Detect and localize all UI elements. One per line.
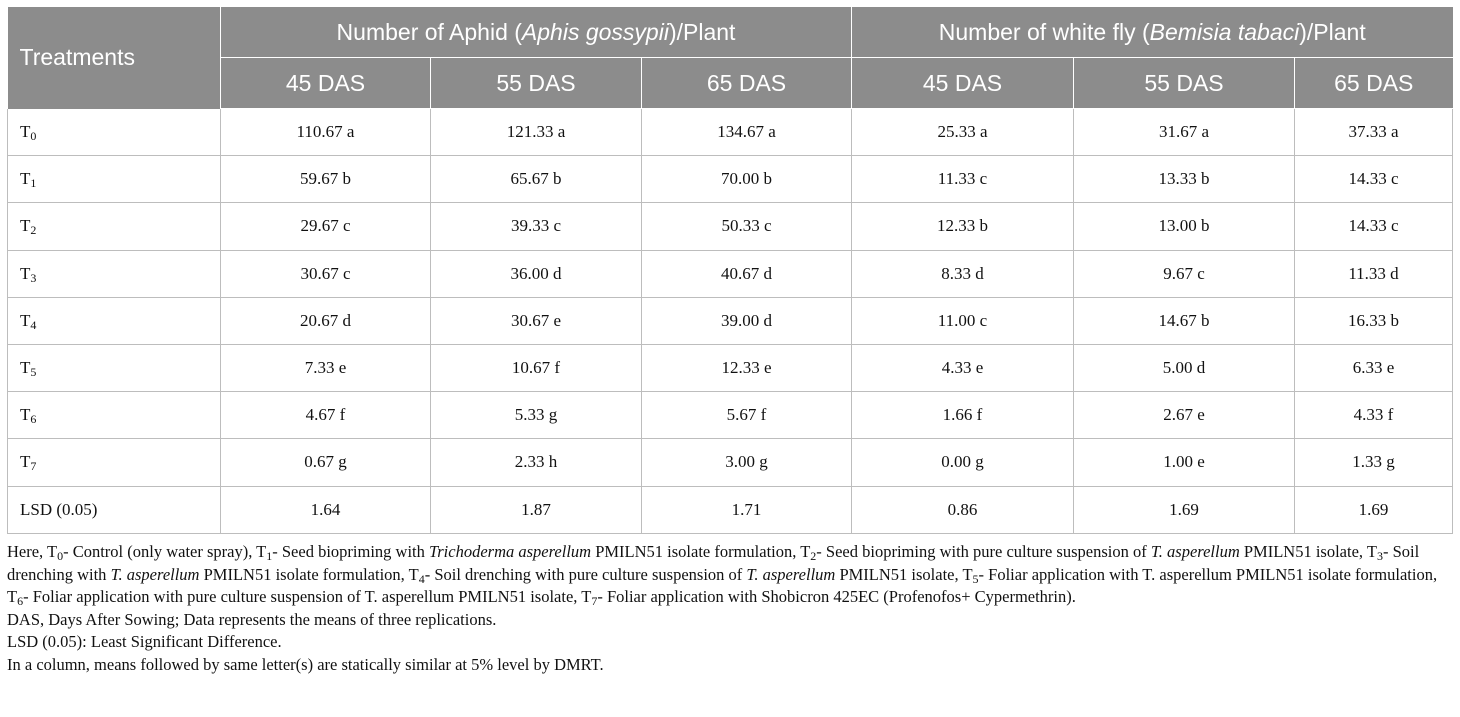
treatment-cell: $T_6$ [8, 392, 221, 439]
value-cell: 10.67 f [431, 344, 642, 391]
value-cell: 1.71 [642, 486, 852, 533]
value-cell: 36.00 d [431, 250, 642, 297]
aphid-whitefly-table [7, 7, 1453, 534]
header-aphid: Number of Aphid (Aphis gossypii)/Plant [221, 7, 852, 58]
footnote-das: DAS, Days After Sowing; Data represents the means of three replications. [7, 609, 497, 629]
header-row-1 [8, 7, 1453, 58]
value-cell: 134.67 a [642, 109, 852, 156]
value-cell: 65.67 b [431, 156, 642, 203]
footnote-treatments: Here, $T_0-$ Control (only water spray), $T_1-$ Seed biopriming with Trichoderma asperellum PMILN51 isolate formulation, $T_2-$ Seed biopriming with pure culture suspension of T. asperellum PMILN51 isolate, $T_3-$ Soil drenching with T. asperellum PMILN51 isolate formulation, $T_4-$ Soil drenching with pure culture suspension of T. asperellum PMILN51 isolate, $T_5-$ Foliar application with T. asperellum PMILN51 isolate formulation, $T_6-$ Foliar application with pure culture suspension of T. asperellum PMILN51 isolate, $T_7-$ Foliar application with Shobicron 425EC (Profenofos+ Cypermethrin). [7, 542, 1438, 608]
table-row [8, 109, 1453, 156]
value-cell: 14.33 c [1295, 156, 1453, 203]
value-cell: 1.69 [1295, 486, 1453, 533]
treatment-cell: $T_0$ [8, 109, 221, 156]
table-row [8, 250, 1453, 297]
value-cell: 30.67 c [221, 250, 431, 297]
table-row [8, 203, 1453, 250]
value-cell: 20.67 d [221, 297, 431, 344]
value-cell: 39.00 d [642, 297, 852, 344]
header-treatments: Treatments [8, 7, 221, 109]
value-cell: 11.00 c [852, 297, 1074, 344]
value-cell: 5.33 g [431, 392, 642, 439]
value-cell: 1.69 [1074, 486, 1295, 533]
table-row [8, 439, 1453, 486]
value-cell: 70.00 b [642, 156, 852, 203]
value-cell: 0.67 g [221, 439, 431, 486]
header-row-2 [8, 58, 1453, 109]
treatment-cell: $T_3$ [8, 250, 221, 297]
lsd-row [8, 486, 1453, 533]
treatment-cell: $T_5$ [8, 344, 221, 391]
value-cell: 4.33 f [1295, 392, 1453, 439]
table-row [8, 297, 1453, 344]
value-cell: 59.67 b [221, 156, 431, 203]
header-das: 55 DAS [431, 58, 642, 109]
value-cell: 12.33 b [852, 203, 1074, 250]
value-cell: 30.67 e [431, 297, 642, 344]
table-footnotes [7, 541, 1452, 676]
value-cell: 14.67 b [1074, 297, 1295, 344]
data-table-container [7, 7, 1452, 534]
value-cell: 4.33 e [852, 344, 1074, 391]
value-cell: 14.33 c [1295, 203, 1453, 250]
table-row [8, 344, 1453, 391]
value-cell: 11.33 c [852, 156, 1074, 203]
header-whitefly: Number of white fly (Bemisia tabaci)/Plant [852, 7, 1453, 58]
value-cell: 110.67 a [221, 109, 431, 156]
value-cell: 1.33 g [1295, 439, 1453, 486]
value-cell: 9.67 c [1074, 250, 1295, 297]
value-cell: 50.33 c [642, 203, 852, 250]
value-cell: 8.33 d [852, 250, 1074, 297]
value-cell: 39.33 c [431, 203, 642, 250]
treatment-cell: $T_4$ [8, 297, 221, 344]
value-cell: 6.33 e [1295, 344, 1453, 391]
value-cell: 7.33 e [221, 344, 431, 391]
value-cell: 11.33 d [1295, 250, 1453, 297]
treatment-cell: LSD (0.05) [8, 486, 221, 533]
treatment-cell: $T_1$ [8, 156, 221, 203]
header-das: 45 DAS [221, 58, 431, 109]
value-cell: 16.33 b [1295, 297, 1453, 344]
footnote-dmrt: In a column, means followed by same letter(s) are statically similar at 5% level by DMRT. [7, 654, 604, 674]
header-das: 65 DAS [642, 58, 852, 109]
value-cell: 0.86 [852, 486, 1074, 533]
header-das: 65 DAS [1295, 58, 1453, 109]
value-cell: 1.66 f [852, 392, 1074, 439]
header-das: 45 DAS [852, 58, 1074, 109]
value-cell: 13.33 b [1074, 156, 1295, 203]
value-cell: 121.33 a [431, 109, 642, 156]
header-das: 55 DAS [1074, 58, 1295, 109]
value-cell: 29.67 c [221, 203, 431, 250]
value-cell: 2.33 h [431, 439, 642, 486]
value-cell: 37.33 a [1295, 109, 1453, 156]
value-cell: 12.33 e [642, 344, 852, 391]
value-cell: 5.00 d [1074, 344, 1295, 391]
value-cell: 1.64 [221, 486, 431, 533]
treatment-cell: $T_2$ [8, 203, 221, 250]
value-cell: 1.87 [431, 486, 642, 533]
value-cell: 31.67 a [1074, 109, 1295, 156]
treatment-cell: $T_7$ [8, 439, 221, 486]
value-cell: 3.00 g [642, 439, 852, 486]
footnote-lsd: LSD (0.05): Least Significant Difference. [7, 632, 282, 651]
value-cell: 25.33 a [852, 109, 1074, 156]
table-row [8, 392, 1453, 439]
value-cell: 40.67 d [642, 250, 852, 297]
table-row [8, 156, 1453, 203]
value-cell: 13.00 b [1074, 203, 1295, 250]
value-cell: 4.67 f [221, 392, 431, 439]
value-cell: 1.00 e [1074, 439, 1295, 486]
value-cell: 0.00 g [852, 439, 1074, 486]
value-cell: 2.67 e [1074, 392, 1295, 439]
value-cell: 5.67 f [642, 392, 852, 439]
